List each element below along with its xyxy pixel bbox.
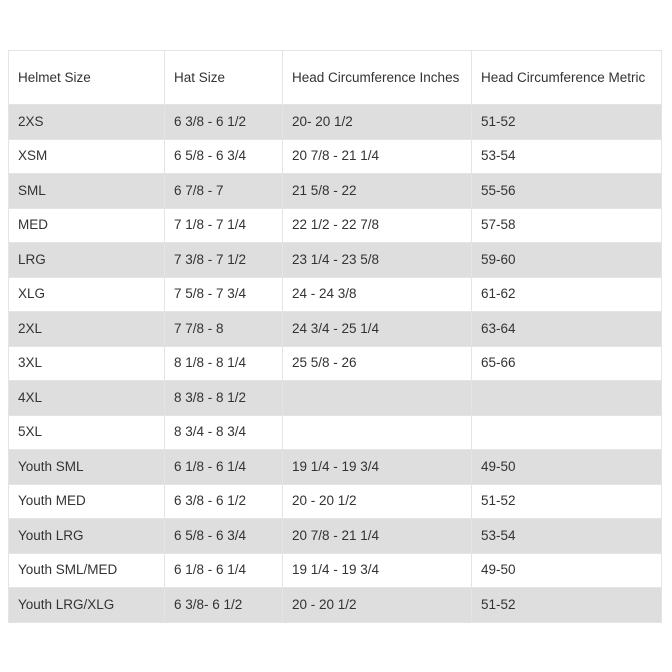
metric-cell: 49-50	[472, 553, 662, 588]
helmet-size-cell: SML	[9, 174, 165, 209]
header-helmet-size	[9, 51, 165, 105]
table-row	[9, 139, 662, 174]
table-row	[9, 415, 662, 450]
metric-cell: 63-64	[472, 312, 662, 347]
helmet-size-cell: Youth MED	[9, 484, 165, 519]
helmet-size-cell: MED	[9, 208, 165, 243]
hat-size-cell: 8 3/8 - 8 1/2	[165, 381, 283, 416]
helmet-size-cell: XLG	[9, 277, 165, 312]
inches-cell: 24 3/4 - 25 1/4	[283, 312, 472, 347]
inches-cell: 25 5/8 - 26	[283, 346, 472, 381]
hat-size-cell: 7 5/8 - 7 3/4	[165, 277, 283, 312]
metric-cell: 55-56	[472, 174, 662, 209]
inches-cell: 19 1/4 - 19 3/4	[283, 450, 472, 485]
table-row	[9, 243, 662, 278]
helmet-size-cell: 2XL	[9, 312, 165, 347]
metric-cell	[472, 381, 662, 416]
metric-cell: 51-52	[472, 105, 662, 140]
hat-size-cell: 6 5/8 - 6 3/4	[165, 519, 283, 554]
metric-cell: 61-62	[472, 277, 662, 312]
header-head-circumference-metric	[472, 51, 662, 105]
table-row	[9, 105, 662, 140]
inches-cell: 20 - 20 1/2	[283, 484, 472, 519]
metric-cell: 49-50	[472, 450, 662, 485]
table-row	[9, 450, 662, 485]
inches-cell: 20 7/8 - 21 1/4	[283, 139, 472, 174]
metric-cell	[472, 415, 662, 450]
inches-cell: 22 1/2 - 22 7/8	[283, 208, 472, 243]
helmet-size-chart-table	[8, 50, 662, 623]
header-hat-size	[165, 51, 283, 105]
inches-cell	[283, 381, 472, 416]
helmet-size-cell: 2XS	[9, 105, 165, 140]
header-head-circumference-inches	[283, 51, 472, 105]
header-hat-size-label: Hat Size	[174, 69, 226, 85]
hat-size-cell: 8 1/8 - 8 1/4	[165, 346, 283, 381]
hat-size-cell: 7 1/8 - 7 1/4	[165, 208, 283, 243]
metric-cell: 65-66	[472, 346, 662, 381]
table-row	[9, 484, 662, 519]
inches-cell: 20- 20 1/2	[283, 105, 472, 140]
inches-cell: 24 - 24 3/8	[283, 277, 472, 312]
metric-cell: 51-52	[472, 588, 662, 623]
hat-size-cell: 6 7/8 - 7	[165, 174, 283, 209]
table-row	[9, 519, 662, 554]
inches-cell: 23 1/4 - 23 5/8	[283, 243, 472, 278]
helmet-size-cell: Youth SML	[9, 450, 165, 485]
helmet-size-cell: Youth LRG	[9, 519, 165, 554]
header-head-circumference-inches-label: Head Circumference Inches	[292, 69, 460, 85]
helmet-size-cell: Youth LRG/XLG	[9, 588, 165, 623]
table-row	[9, 346, 662, 381]
table-row	[9, 174, 662, 209]
header-helmet-size-label: Helmet Size	[18, 69, 91, 85]
hat-size-cell: 7 3/8 - 7 1/2	[165, 243, 283, 278]
hat-size-cell: 6 5/8 - 6 3/4	[165, 139, 283, 174]
table-row	[9, 312, 662, 347]
table-row	[9, 277, 662, 312]
table-body	[9, 105, 662, 623]
helmet-size-cell: LRG	[9, 243, 165, 278]
table-row	[9, 553, 662, 588]
hat-size-cell: 6 3/8- 6 1/2	[165, 588, 283, 623]
header-row	[9, 51, 662, 105]
inches-cell: 19 1/4 - 19 3/4	[283, 553, 472, 588]
inches-cell: 20 - 20 1/2	[283, 588, 472, 623]
metric-cell: 57-58	[472, 208, 662, 243]
inches-cell: 21 5/8 - 22	[283, 174, 472, 209]
metric-cell: 53-54	[472, 519, 662, 554]
table-header	[9, 51, 662, 105]
header-head-circumference-metric-label: Head Circumference Metric	[481, 69, 646, 85]
helmet-size-cell: XSM	[9, 139, 165, 174]
table-row	[9, 381, 662, 416]
hat-size-cell: 6 1/8 - 6 1/4	[165, 450, 283, 485]
inches-cell	[283, 415, 472, 450]
helmet-size-cell: 3XL	[9, 346, 165, 381]
metric-cell: 51-52	[472, 484, 662, 519]
helmet-size-cell: 5XL	[9, 415, 165, 450]
inches-cell: 20 7/8 - 21 1/4	[283, 519, 472, 554]
table-row	[9, 208, 662, 243]
hat-size-cell: 6 3/8 - 6 1/2	[165, 105, 283, 140]
metric-cell: 59-60	[472, 243, 662, 278]
metric-cell: 53-54	[472, 139, 662, 174]
helmet-size-cell: Youth SML/MED	[9, 553, 165, 588]
table-row	[9, 588, 662, 623]
helmet-size-cell: 4XL	[9, 381, 165, 416]
hat-size-cell: 6 1/8 - 6 1/4	[165, 553, 283, 588]
hat-size-cell: 8 3/4 - 8 3/4	[165, 415, 283, 450]
hat-size-cell: 6 3/8 - 6 1/2	[165, 484, 283, 519]
hat-size-cell: 7 7/8 - 8	[165, 312, 283, 347]
